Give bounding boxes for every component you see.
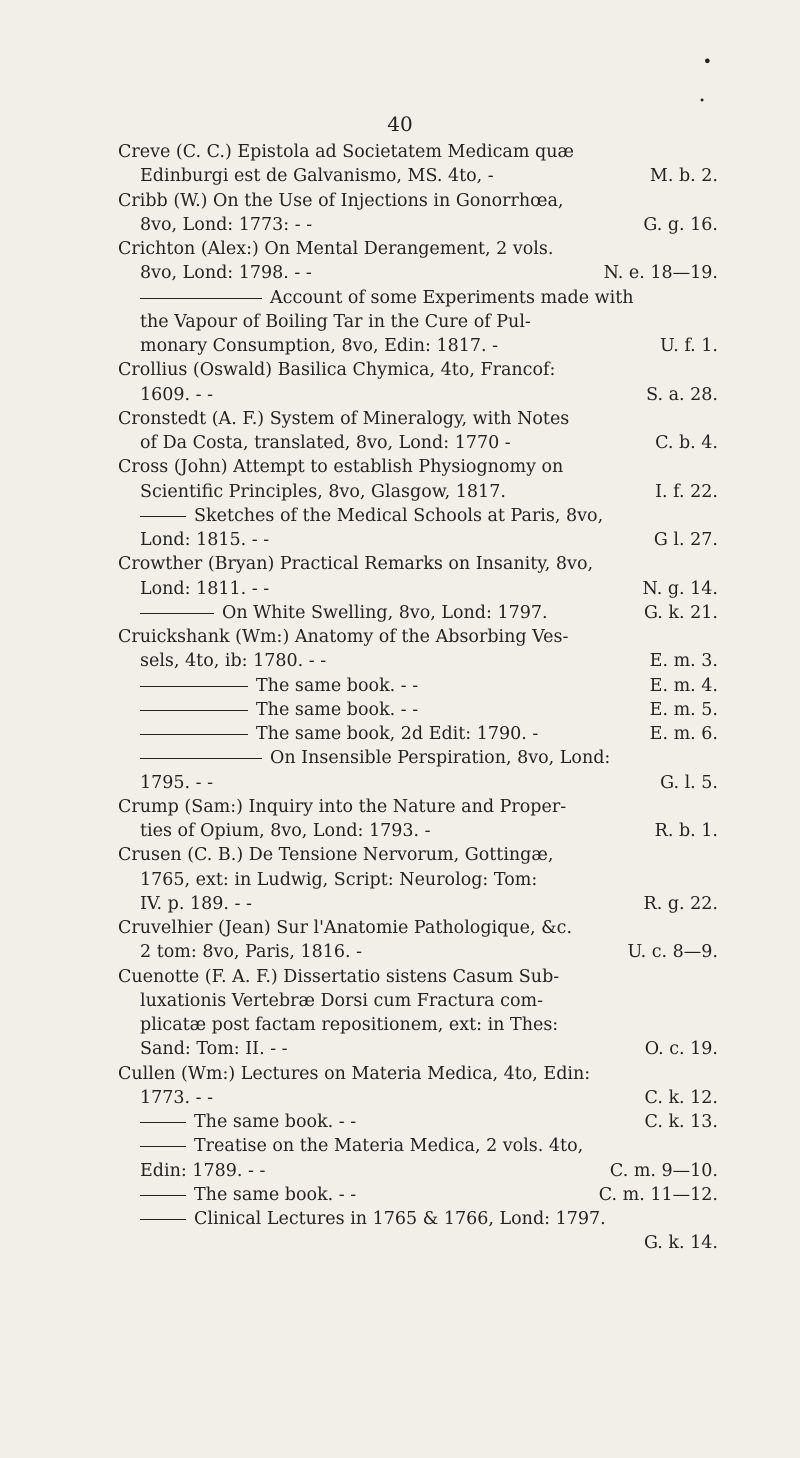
entry-line: 1609. - - S. a. 28. bbox=[140, 384, 718, 405]
entry-line: Clinical Lectures in 1765 & 1766, Lond: 1797. bbox=[118, 1207, 718, 1231]
ditto-dash bbox=[140, 710, 248, 711]
entry-line: G. k. 14. bbox=[643, 1233, 718, 1254]
ink-mark-small: • bbox=[699, 96, 705, 107]
entry-line: 1765, ext: in Ludwig, Script: Neurolog: Tom: bbox=[140, 869, 538, 890]
entry-line: Cribb (W.) On the Use of Injections in Gonorrhœa, bbox=[118, 190, 564, 211]
entry-line: Crichton (Alex:) On Mental Derangement, 2 vols. bbox=[118, 239, 554, 259]
entry-line: luxationis Vertebræ Dorsi cum Fractura com- bbox=[140, 990, 544, 1011]
ditto-dash bbox=[140, 298, 262, 299]
entry-line: Crowther (Bryan) Practical Remarks on Insanity, 8vo, bbox=[118, 554, 594, 575]
entry-line: 1773. - - C. k. 12. bbox=[140, 1087, 718, 1108]
entry-line: Edin: 1789. - - C. m. 9—10. bbox=[140, 1160, 718, 1181]
page-number: 40 bbox=[387, 112, 413, 136]
entry-line: On Insensible Perspiration, 8vo, Lond: bbox=[118, 746, 718, 770]
entry-line: the Vapour of Boiling Tar in the Cure of Pul- bbox=[140, 311, 531, 332]
entry-line: 8vo, Lond: 1773: - - G. g. 16. bbox=[140, 214, 718, 235]
entry-line: 8vo, Lond: 1798. - - N. e. 18—19. bbox=[140, 263, 718, 284]
entry-line: 2 tom: 8vo, Paris, 1816. - U. c. 8—9. bbox=[140, 942, 718, 963]
entry-line: ties of Opium, 8vo, Lond: 1793. - R. b. 1. bbox=[140, 821, 718, 841]
ditto-dash bbox=[140, 1146, 186, 1147]
entry-line: sels, 4to, ib: 1780. - - E. m. 3. bbox=[140, 651, 718, 672]
ditto-dash bbox=[140, 734, 248, 735]
ditto-dash bbox=[140, 1122, 186, 1123]
entry-line: Cuenotte (F. A. F.) Dissertatio sistens Casum Sub- bbox=[118, 966, 560, 987]
entry-line: Crollius (Oswald) Basilica Chymica, 4to, Francof: bbox=[118, 360, 556, 381]
entry-line: Sand: Tom: II. - - O. c. 19. bbox=[140, 1039, 718, 1060]
entry-line: Cronstedt (A. F.) System of Mineralogy, with Notes bbox=[118, 408, 570, 429]
entry-line: Sketches of the Medical Schools at Paris, 8vo, bbox=[118, 504, 718, 528]
ditto-dash bbox=[140, 686, 248, 687]
entry-line: Cullen (Wm:) Lectures on Materia Medica, 4to, Edin: bbox=[118, 1063, 591, 1084]
ditto-dash bbox=[140, 1219, 186, 1220]
entry-line: Crump (Sam:) Inquiry into the Nature and Proper- bbox=[118, 796, 567, 817]
entry-line: The same book. - - E. m. 5. bbox=[118, 698, 718, 722]
ditto-dash bbox=[140, 758, 262, 759]
ditto-dash bbox=[140, 1195, 186, 1196]
entry-line: Cruvelhier (Jean) Sur l'Anatomie Pathologique, &c. bbox=[118, 918, 573, 938]
entry-line: The same book, 2d Edit: 1790. - E. m. 6. bbox=[118, 722, 718, 746]
ink-mark: • bbox=[702, 52, 712, 71]
entry-line: The same book. - - E. m. 4. bbox=[118, 674, 718, 698]
entry-line: Scientific Principles, 8vo, Glasgow, 1817. I. f. 22. bbox=[140, 481, 718, 502]
entry-line: The same book. - - C. m. 11—12. bbox=[118, 1183, 718, 1207]
entry-line: plicatæ post factam repositionem, ext: in Thes: bbox=[140, 1015, 559, 1035]
entry-line: Crusen (C. B.) De Tensione Nervorum, Gottingæ, bbox=[118, 845, 554, 866]
entry-line: Account of some Experiments made with bbox=[118, 286, 718, 310]
entry-line: Creve (C. C.) Epistola ad Societatem Medicam quæ bbox=[118, 142, 574, 162]
entry-line: Treatise on the Materia Medica, 2 vols. 4to, bbox=[118, 1134, 718, 1158]
entry-line: monary Consumption, 8vo, Edin: 1817. - U. f. 1. bbox=[140, 336, 718, 356]
entry-line: Lond: 1811. - - N. g. 14. bbox=[140, 578, 718, 599]
catalogue-entries bbox=[118, 140, 718, 1256]
entry-line: IV. p. 189. - - R. g. 22. bbox=[140, 893, 718, 914]
entry-line: The same book. - - C. k. 13. bbox=[118, 1110, 718, 1134]
entry-line: Lond: 1815. - - G l. 27. bbox=[140, 530, 718, 550]
ditto-dash bbox=[140, 613, 214, 614]
ditto-dash bbox=[140, 516, 186, 517]
entry-line: 1795. - - G. l. 5. bbox=[140, 772, 718, 793]
entry-line: Cruickshank (Wm:) Anatomy of the Absorbing Ves- bbox=[118, 627, 569, 647]
entry-line: Cross (John) Attempt to establish Physiognomy on bbox=[118, 457, 564, 478]
entry-line: On White Swelling, 8vo, Lond: 1797. G. k. 21. bbox=[118, 601, 718, 625]
entry-line: of Da Costa, translated, 8vo, Lond: 1770 - C. b. 4. bbox=[140, 433, 718, 453]
entry-line: Edinburgi est de Galvanismo, MS. 4to, - M. b. 2. bbox=[140, 166, 718, 187]
